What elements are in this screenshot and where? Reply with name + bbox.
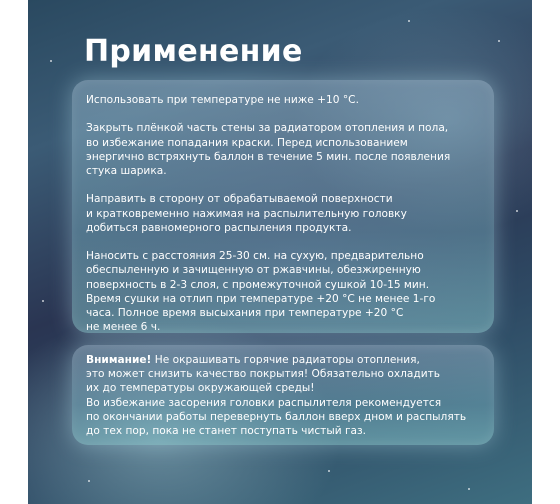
- star-decoration: [408, 20, 410, 22]
- text-line: добиться равномерного распыления продукта.: [86, 221, 352, 234]
- text-line: обеспыленную и зачищенную от ржавчины, обезжиренную: [86, 264, 421, 277]
- warning-first-line: [86, 353, 486, 367]
- usage-instructions-panel: [72, 80, 494, 333]
- star-decoration: [516, 210, 518, 212]
- text-line: Время сушки на отлип при температуре +20 °С не менее 1-го: [86, 292, 436, 305]
- text-line: стука шарика.: [86, 165, 167, 177]
- text-line: это может снизить качество покрытия! Обязательно охладить: [86, 368, 441, 381]
- infographic-card: [28, 0, 532, 504]
- text-line: часа. Полное время высыхания при температуре +20 °С: [86, 307, 404, 319]
- text-line: Наносить с расстояния 25-30 см. на сухую, предварительно: [86, 250, 424, 263]
- text-line: Направить в сторону от обрабатываемой поверхности: [86, 193, 393, 206]
- instruction-paragraph: [86, 192, 486, 235]
- text-line: Использовать при температуре не ниже +10 °С.: [86, 94, 359, 106]
- warning-panel: [72, 345, 494, 445]
- warning-text: Не окрашивать горячие радиаторы отопления,: [151, 354, 420, 366]
- star-decoration: [50, 60, 52, 62]
- instruction-paragraph: [86, 249, 486, 334]
- text-line: Во избежание засорения головки распылителя рекомендуется: [86, 396, 442, 409]
- page-title: Применение: [84, 34, 303, 69]
- text-line: по окончании работы перевернуть баллон вверх дном и распылять: [86, 410, 467, 423]
- warning-label: Внимание!: [86, 354, 152, 366]
- star-decoration: [468, 488, 470, 490]
- text-line: во избежание попадания краски. Перед использованием: [86, 136, 408, 149]
- star-decoration: [88, 480, 90, 482]
- text-line: и кратковременно нажимая на распылительную головку: [86, 207, 407, 220]
- text-line: поверхность в 2-3 слоя, с промежуточной сушкой 10-15 мин.: [86, 278, 430, 291]
- text-line: энергично встряхнуть баллон в течение 5 мин. после появления: [86, 150, 451, 163]
- text-line: Закрыть плёнкой часть стены за радиатором отопления и пола,: [86, 122, 449, 135]
- star-decoration: [328, 470, 330, 472]
- instruction-paragraph: [86, 93, 486, 107]
- star-decoration: [498, 40, 500, 42]
- star-decoration: [42, 300, 44, 302]
- text-line: до тех пор, пока не станет поступать чистый газ.: [86, 425, 366, 438]
- text-line: их до температуры окружающей среды!: [86, 382, 315, 395]
- text-line: не менее 6 ч.: [86, 321, 161, 334]
- instruction-paragraph: [86, 121, 486, 178]
